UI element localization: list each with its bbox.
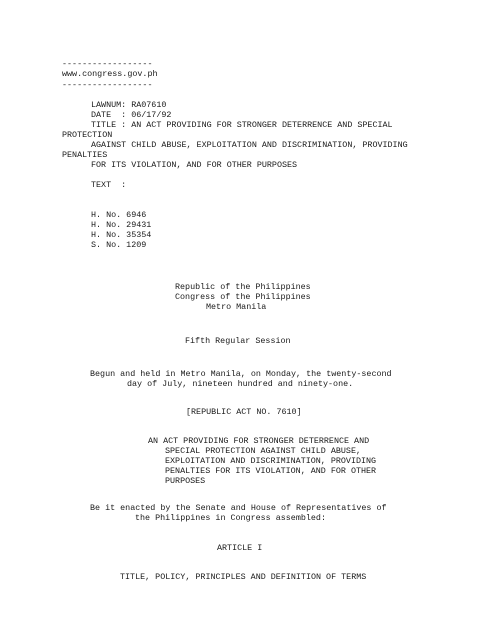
text-label: TEXT : (91, 180, 127, 190)
location-heading: Metro Manila (206, 302, 267, 312)
act-title-line: AN ACT PROVIDING FOR STRONGER DETERRENCE AND (148, 436, 370, 446)
bill-number: H. No. 29431 (91, 220, 152, 230)
title-line-4: PENALTIES (62, 150, 108, 160)
title-line-1: TITLE : AN ACT PROVIDING FOR STRONGER DETERRENCE AND SPECIAL (91, 120, 393, 130)
lawnum-line: LAWNUM: RA07610 (91, 100, 167, 110)
article-heading: ARTICLE I (217, 543, 263, 553)
act-title-line: SPECIAL PROTECTION AGAINST CHILD ABUSE, (165, 446, 362, 456)
act-title-line: PURPOSES (165, 476, 206, 486)
article-title: TITLE, POLICY, PRINCIPLES AND DEFINITION OF TERMS (120, 572, 367, 582)
title-line-2: PROTECTION (62, 130, 113, 140)
bill-number: H. No. 35354 (91, 230, 152, 240)
republic-heading: Republic of the Philippines (175, 282, 311, 292)
bill-number: H. No. 6946 (91, 210, 147, 220)
site-link[interactable]: www.congress.gov.ph (62, 69, 158, 79)
session-heading: Fifth Regular Session (185, 336, 291, 346)
begun-line-1: Begun and held in Metro Manila, on Monday, the twenty-second (90, 369, 392, 379)
act-number: [REPUBLIC ACT NO. 7610] (186, 407, 302, 417)
header-rule-top: ------------------ (62, 59, 153, 69)
header-rule-bottom: ------------------ (62, 80, 153, 90)
begun-line-2: day of July, nineteen hundred and ninety-one. (127, 379, 354, 389)
enacted-line-1: Be it enacted by the Senate and House of Representatives of (90, 503, 387, 513)
enacted-line-2: the Philippines in Congress assembled: (135, 513, 326, 523)
date-line: DATE : 06/17/92 (91, 110, 172, 120)
act-title-line: PENALTIES FOR ITS VIOLATION, AND FOR OTHER (165, 466, 377, 476)
bill-number: S. No. 1209 (91, 240, 147, 250)
congress-heading: Congress of the Philippines (175, 292, 311, 302)
title-line-3: AGAINST CHILD ABUSE, EXPLOITATION AND DISCRIMINATION, PROVIDING (91, 140, 408, 150)
title-line-5: FOR ITS VIOLATION, AND FOR OTHER PURPOSES (91, 160, 298, 170)
act-title-line: EXPLOITATION AND DISCRIMINATION, PROVIDING (165, 456, 377, 466)
